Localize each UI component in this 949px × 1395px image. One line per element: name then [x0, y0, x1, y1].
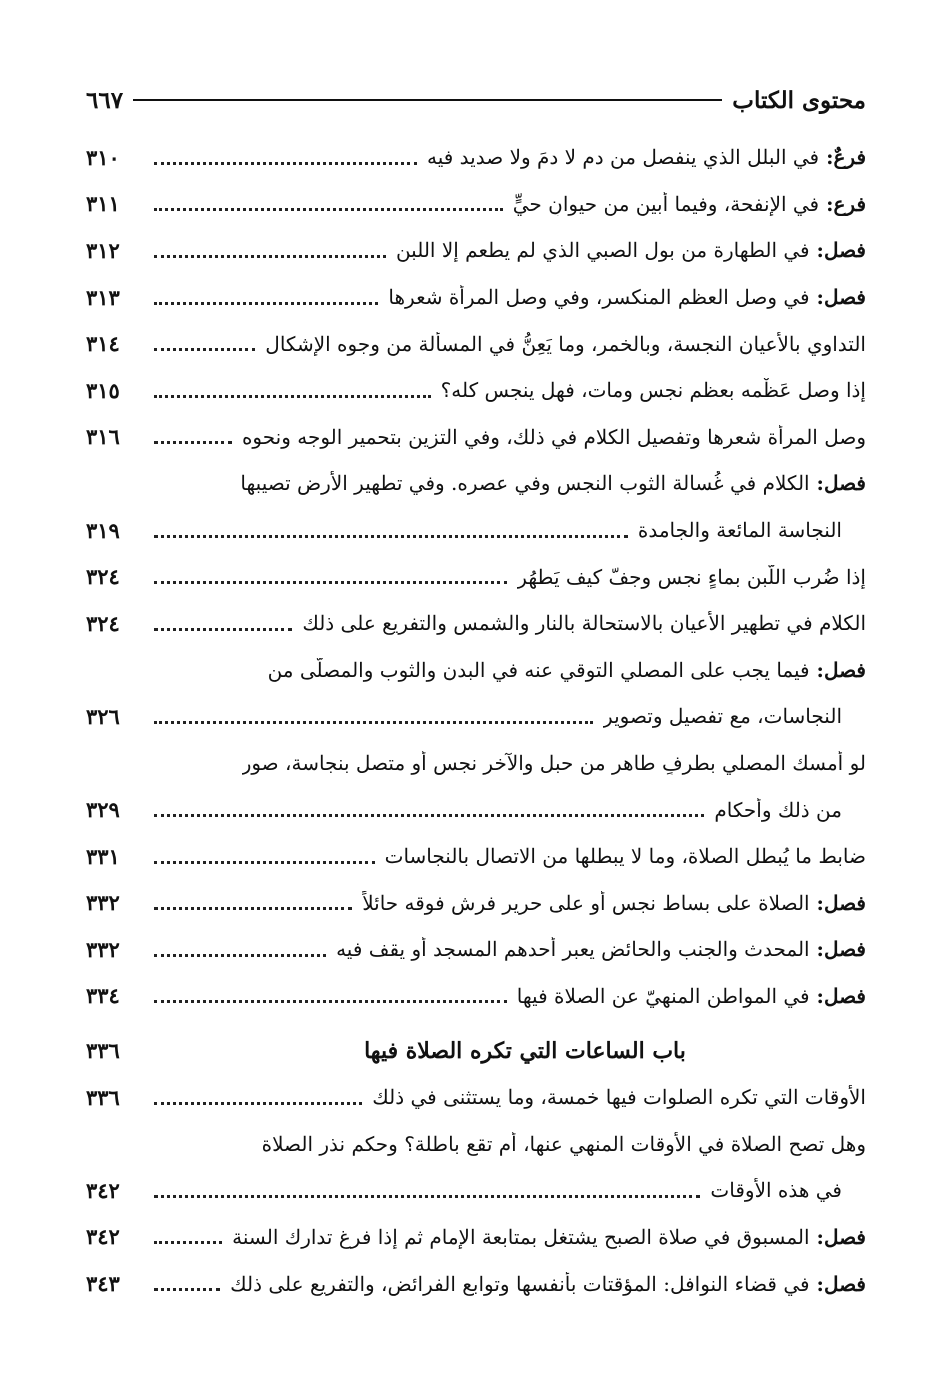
dot-leader — [154, 1288, 220, 1291]
entry-page-number: ٣٢٦ — [86, 703, 120, 729]
toc-entry — [86, 1167, 866, 1214]
entry-page-number: ٣٤٢ — [86, 1177, 120, 1203]
dot-leader — [154, 162, 417, 165]
header-rule — [133, 99, 722, 101]
entry-text: التداوي بالأعيان النجسة، وبالخمر، وما يَعِنُّ في المسألة من وجوه الإشكال — [265, 331, 866, 356]
entry-text: إذا ضُرب اللَّبن بماءٍ نجس وجفّ كيف يَطهُر — [517, 564, 866, 589]
entry-label: فصل: — [809, 1271, 866, 1296]
toc-entry — [86, 786, 866, 833]
toc-entry — [86, 973, 866, 1020]
entry-text: المسبوق في صلاة الصبح يشتغل بمتابعة الإمام ثم إذا فرغ تدارك السنة — [232, 1224, 810, 1249]
page-number: ٦٦٧ — [86, 86, 124, 114]
dot-leader — [154, 1000, 507, 1003]
dot-leader — [154, 441, 232, 444]
entry-label: فصل: — [809, 285, 866, 310]
entry-text: الصلاة على بساط نجس أو على حرير فرش فوقه حائلاً — [362, 890, 810, 915]
dot-leader — [154, 581, 507, 584]
entry-text: النجاسات، مع تفصيل وتصوير — [603, 704, 842, 729]
entry-page-number: ٣٢٩ — [86, 797, 120, 823]
dot-leader — [154, 255, 386, 258]
entry-title — [710, 1178, 866, 1202]
entry-title — [517, 984, 866, 1008]
table-of-contents — [86, 134, 866, 1307]
entry-text: الكلام في غُسالة الثوب النجس وفي عصره. وفي تطهير الأرض تصيبها — [240, 471, 810, 496]
entry-page-number: ٣٤٣ — [86, 1271, 120, 1297]
dot-leader — [154, 907, 352, 910]
entry-title — [265, 332, 866, 356]
entry-text: من ذلك وأحكام — [714, 797, 842, 822]
entry-label: فصل: — [809, 937, 866, 962]
entry-page-number: ٣٣٦ — [86, 1038, 120, 1064]
entry-page-number: ٣١٩ — [86, 517, 120, 543]
entry-text: في المواطن المنهيّ عن الصلاة فيها — [516, 983, 810, 1008]
entry-text: النجاسة المائعة والجامدة — [637, 518, 842, 543]
entry-text: وصل المرأة شعرها وتفصيل الكلام في ذلك، وفي التزين بتحمير الوجه ونحوه — [241, 424, 866, 449]
dot-leader — [154, 535, 628, 538]
entry-text: الأوقات التي تكره الصلوات فيها خمسة، وما يستثنى في ذلك — [372, 1085, 866, 1110]
toc-entry — [86, 833, 866, 880]
entry-title — [302, 611, 866, 635]
entry-page-number: ٣٣٦ — [86, 1084, 120, 1110]
entry-label: فصل: — [809, 657, 866, 682]
dot-leader — [154, 302, 378, 305]
entry-text: فيما يجب على المصلي التوقي عنه في البدن والثوب والمصلَّى من — [267, 657, 810, 682]
entry-title — [441, 378, 866, 402]
entry-text: ضابط ما يُبطل الصلاة، وما لا يبطلها من الاتصال بالنجاسات — [384, 844, 866, 869]
entry-title — [513, 192, 866, 216]
entry-title — [268, 658, 866, 682]
entry-page-number: ٣٣١ — [86, 843, 120, 869]
entry-title — [144, 1038, 866, 1064]
entry-text: في قضاء النوافل: المؤقتات بأنفسها وتوابع الفرائض، والتفريع على ذلك — [230, 1271, 810, 1296]
entry-title — [385, 844, 866, 868]
running-title: محتوى الكتاب — [732, 86, 866, 114]
toc-entry — [86, 274, 866, 321]
entry-text: المحدث والجنب والحائض يعبر أحدهم المسجد أو يقف فيه — [336, 937, 810, 962]
entry-page-number: ٣١١ — [86, 191, 120, 217]
toc-entry — [86, 880, 866, 927]
entry-page-number: ٣١٥ — [86, 377, 120, 403]
entry-text: لو أمسك المصلي بطرفٍ طاهرٍ من حبل والآخر نجس أو متصل بنجاسة، صور — [241, 751, 866, 776]
entry-title — [427, 145, 866, 169]
entry-title — [517, 565, 866, 589]
entry-page-number: ٣٣٤ — [86, 983, 120, 1009]
entry-page-number: ٣٣٢ — [86, 890, 120, 916]
entry-title — [242, 751, 866, 775]
toc-entry — [86, 181, 866, 228]
entry-page-number: ٣٢٤ — [86, 610, 120, 636]
entry-text: وهل تصح الصلاة في الأوقات المنهي عنها، أم تقع باطلة؟ وحكم نذر الصلاة — [261, 1131, 866, 1156]
entry-title — [603, 704, 866, 728]
entry-title — [714, 798, 866, 822]
entry-title — [638, 518, 866, 542]
entry-label: فصل: — [809, 471, 866, 496]
toc-entry — [86, 414, 866, 461]
toc-entry — [86, 600, 866, 647]
toc-entry — [86, 227, 866, 274]
toc-entry — [86, 926, 866, 973]
toc-entry — [86, 647, 866, 694]
entry-label: فرعٌ: — [819, 145, 866, 170]
entry-label: فرع: — [819, 191, 866, 216]
entry-title — [372, 1085, 866, 1109]
toc-entry — [86, 1260, 866, 1307]
entry-text: الكلام في تطهير الأعيان بالاستحالة بالنار والشمس والتفريع على ذلك — [302, 611, 866, 636]
entry-label: فصل: — [809, 890, 866, 915]
entry-label: فصل: — [809, 238, 866, 263]
entry-page-number: ٣٣٢ — [86, 936, 120, 962]
entry-title — [362, 891, 866, 915]
toc-entry — [86, 460, 866, 507]
dot-leader — [154, 628, 292, 631]
entry-title — [242, 425, 866, 449]
entry-text: في الإنفحة، وفيما أُبين من حيوانٍ حيٍّ — [512, 191, 820, 216]
entry-page-number: ٣١٣ — [86, 284, 120, 310]
toc-entry — [86, 553, 866, 600]
dot-leader — [154, 348, 255, 351]
toc-entry — [86, 134, 866, 181]
entry-text: إذا وصل عَظْمه بعظمِ نجس ومات، فهل ينجس كله؟ — [440, 378, 866, 403]
entry-text: في هذه الأوقات — [710, 1178, 842, 1203]
entry-text: في وصل العظم المنكسر، وفي وصل المرأة شعرها — [388, 285, 810, 310]
entry-page-number: ٣١٦ — [86, 424, 120, 450]
entry-page-number: ٣٢٤ — [86, 564, 120, 590]
dot-leader — [154, 395, 431, 398]
entry-page-number: ٣٤٢ — [86, 1224, 120, 1250]
entry-title — [388, 285, 866, 309]
dot-leader — [154, 814, 704, 817]
toc-entry — [86, 740, 866, 787]
entry-title — [336, 937, 866, 961]
entry-text: باب الساعات التي تكره الصلاة فيها — [364, 1037, 686, 1064]
toc-entry — [86, 1074, 866, 1121]
entry-title — [230, 1272, 866, 1296]
entry-text: في البلل الذي ينفصل من دمٍ لا دمَ ولا صديد فيه — [427, 145, 820, 170]
entry-title — [396, 238, 866, 262]
toc-entry — [86, 320, 866, 367]
dot-leader — [154, 954, 326, 957]
entry-title — [262, 1132, 866, 1156]
entry-title — [240, 471, 866, 495]
entry-page-number: ٣١٠ — [86, 144, 120, 170]
dot-leader — [154, 721, 593, 724]
dot-leader — [154, 1102, 362, 1105]
dot-leader — [154, 1195, 700, 1198]
toc-entry — [86, 507, 866, 554]
dot-leader — [154, 1241, 222, 1244]
entry-page-number: ٣١٤ — [86, 331, 120, 357]
toc-entry — [86, 1120, 866, 1167]
dot-leader — [154, 208, 503, 211]
entry-page-number: ٣١٢ — [86, 237, 120, 263]
toc-entry — [86, 1214, 866, 1261]
entry-label: فصل: — [809, 1224, 866, 1249]
toc-entry — [86, 693, 866, 740]
entry-text: في الطهارة من بول الصبي الذي لم يطعم إلا اللبن — [395, 238, 810, 263]
toc-entry — [86, 367, 866, 414]
chapter-heading — [86, 1027, 866, 1074]
page-header — [86, 80, 866, 120]
dot-leader — [154, 861, 375, 864]
entry-label: فصل: — [809, 983, 866, 1008]
entry-title — [232, 1225, 866, 1249]
